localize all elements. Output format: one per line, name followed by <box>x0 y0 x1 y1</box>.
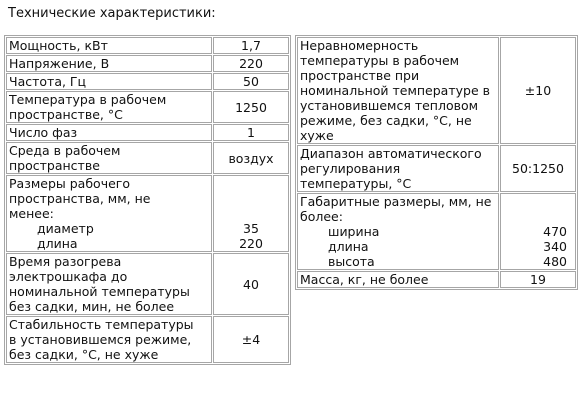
spec-subvalue: 480 <box>543 254 567 269</box>
spec-value-heating-time: 40 <box>213 253 289 315</box>
spec-label-temperature <box>6 91 212 123</box>
right-spec-table <box>295 35 578 290</box>
table-row <box>297 193 576 270</box>
table-row <box>6 253 289 315</box>
label-line: Температура в рабочем <box>9 92 167 107</box>
spec-sublabel: длина <box>328 239 369 254</box>
spec-value-power: 1,7 <box>213 37 289 54</box>
label-line: хуже <box>300 128 334 143</box>
spec-label-power: Мощность, кВт <box>6 37 212 54</box>
label-line: режиме, без садки, °С, не <box>300 113 472 128</box>
spec-label-dimensions <box>6 175 212 252</box>
label-line: Стабильность температуры <box>9 317 194 332</box>
label-line: более: <box>300 209 343 224</box>
spec-value-stability: ±4 <box>213 316 289 363</box>
spec-subvalue: 220 <box>239 236 263 251</box>
label-line: Неравномерность <box>300 38 419 53</box>
label-line: установившемся тепловом <box>300 98 479 113</box>
spec-label-stability <box>6 316 212 363</box>
label-line: регулирования <box>300 161 401 176</box>
table-row <box>297 37 576 144</box>
spec-value-frequency: 50 <box>213 73 289 90</box>
label-line: Среда в рабочем <box>9 143 121 158</box>
label-line: Время разогрева <box>9 254 122 269</box>
table-row <box>6 316 289 363</box>
spec-sublabel: ширина <box>328 224 380 239</box>
label-line: без садки, °С, не хуже <box>9 347 159 362</box>
spec-sublabel: длина <box>37 236 78 251</box>
spec-subvalue: 35 <box>243 221 259 236</box>
spec-label-range <box>297 145 499 192</box>
spec-values-overall <box>500 193 576 270</box>
label-line: температуры в рабочем <box>300 53 460 68</box>
left-spec-table <box>4 35 291 365</box>
label-line: пространстве при <box>300 68 420 83</box>
spec-label-nonuniformity <box>297 37 499 144</box>
table-row <box>6 73 289 90</box>
label-line: Размеры рабочего <box>9 176 130 191</box>
spec-label-medium <box>6 142 212 174</box>
spec-label-frequency: Частота, Гц <box>6 73 212 90</box>
label-line: Диапазон автоматического <box>300 146 482 161</box>
spec-sublabel: диаметр <box>37 221 94 236</box>
page-title: Технические характеристики: <box>8 6 216 21</box>
spec-value-nonuniformity: ±10 <box>500 37 576 144</box>
spec-value-range: 50:1250 <box>500 145 576 192</box>
spec-value-temperature: 1250 <box>213 91 289 123</box>
spec-label-heating-time <box>6 253 212 315</box>
table-row <box>6 37 289 54</box>
spec-sublabel: высота <box>328 254 375 269</box>
label-line: пространстве, °С <box>9 107 123 122</box>
spec-value-phases: 1 <box>213 124 289 141</box>
table-row <box>6 124 289 141</box>
table-row <box>297 271 576 288</box>
label-line: номинальной температуре в <box>300 83 490 98</box>
label-line: температуры, °С <box>300 176 412 191</box>
table-row <box>6 175 289 252</box>
label-line: без садки, мин, не более <box>9 299 175 314</box>
label-line: Габаритные размеры, мм, не <box>300 194 492 209</box>
label-line: пространства, мм, не <box>9 191 151 206</box>
spec-label-overall <box>297 193 499 270</box>
spec-label-voltage: Напряжение, В <box>6 55 212 72</box>
spec-label-phases: Число фаз <box>6 124 212 141</box>
label-line: номинальной температуры <box>9 284 190 299</box>
table-row <box>6 55 289 72</box>
label-line: менее: <box>9 206 54 221</box>
spec-label-mass: Масса, кг, не более <box>297 271 499 288</box>
label-line: в установившемся режиме, <box>9 332 192 347</box>
spec-value-medium: воздух <box>213 142 289 174</box>
spec-values-dimensions <box>213 175 289 252</box>
spec-subvalue: 340 <box>543 239 567 254</box>
table-row <box>6 142 289 174</box>
spec-subvalue: 470 <box>543 224 567 239</box>
label-line: электрошкафа до <box>9 269 128 284</box>
spec-value-voltage: 220 <box>213 55 289 72</box>
spec-value-mass: 19 <box>500 271 576 288</box>
label-line: пространстве <box>9 158 100 173</box>
table-row <box>297 145 576 192</box>
table-row <box>6 91 289 123</box>
